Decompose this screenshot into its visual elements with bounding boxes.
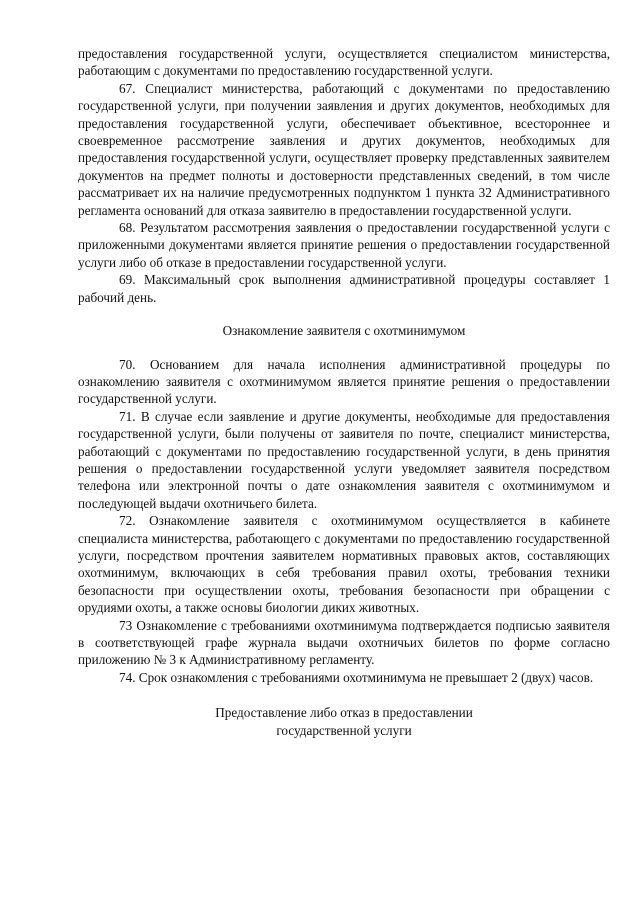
paragraph-71: 71. В случае если заявление и другие документы, необходимые для предоставления государственной услуги, были получены от заявителя по почте, специалист министерства, работающий с документами по предоставлению государственной услуги, в день принятия решения о предоставлении государственной услуги уведомляет заявителя посредством телефона или электронной почты о дате ознакомления заявителя с охотминимумом и последующей выдачи охотничьего билета. bbox=[78, 408, 610, 511]
paragraph-69: 69. Максимальный срок выполнения административной процедуры составляет 1 рабочий день. bbox=[78, 272, 610, 305]
section-heading-hunting-minimum: Ознакомление заявителя с охотминимумом bbox=[222, 323, 466, 339]
paragraph-68: 68. Результатом рассмотрения заявления о предоставлении государственной услуги с приложенными документами является принятие решения о предоставлении государственной услуги либо об отказе в предоставлении государственной услуги. bbox=[78, 220, 610, 270]
paragraph-72: 72. Ознакомление заявителя с охотминимумом осуществляется в кабинете специалиста министерства, работающего с документами по предоставлению государственной услуги, посредством прочтения заявителем нормативных правовых актов, составляющих охотминимум, включающих в себя требования правил охоты, требования техники безопасности при осуществлении охоты, требования безопасности при обращении с орудиями охоты, а также основы биологии диких животных. bbox=[78, 513, 610, 616]
paragraph-70: 70. Основанием для начала исполнения административной процедуры по ознакомлению заявителя с охотминимумом является принятие решения о предоставлении государственной услуги. bbox=[78, 356, 610, 407]
document-page bbox=[78, 45, 610, 739]
paragraph-continuation: предоставления государственной услуги, осуществляется специалистом министерства, работающим с документами по предоставлению государственной услуги. bbox=[78, 46, 610, 79]
paragraph-74: 74. Срок ознакомления с требованиями охотминимума не превышает 2 (двух) часов. bbox=[119, 669, 594, 685]
section-heading-service-decision-line-2: государственной услуги bbox=[276, 722, 412, 738]
paragraph-67: 67. Специалист министерства, работающий с документами по предоставлению государственной услуги, при получении заявления и других документов, необходимых для предоставления государственной услуги, обеспечивает объективное, всестороннее и своевременное рассмотрение заявления и других документов, необходимых для предоставления государственной услуги, осуществляет проверку представленных заявителем документов на предмет полноты и достоверности представленных сведений, в том числе рассматривает их на наличие предусмотренных подпунктом 1 пункта 32 Административного регламента оснований для отказа заявителю в предоставлении государственной услуги. bbox=[78, 80, 610, 218]
section-heading-service-decision-line-1: Предоставление либо отказ в предоставлении bbox=[215, 705, 473, 721]
paragraph-73: 73 Ознакомление с требованиями охотминимума подтверждается подписью заявителя в соответствующей графе журнала выдачи охотничьих билетов по форме согласно приложению № 3 к Административному регламенту. bbox=[78, 617, 610, 668]
